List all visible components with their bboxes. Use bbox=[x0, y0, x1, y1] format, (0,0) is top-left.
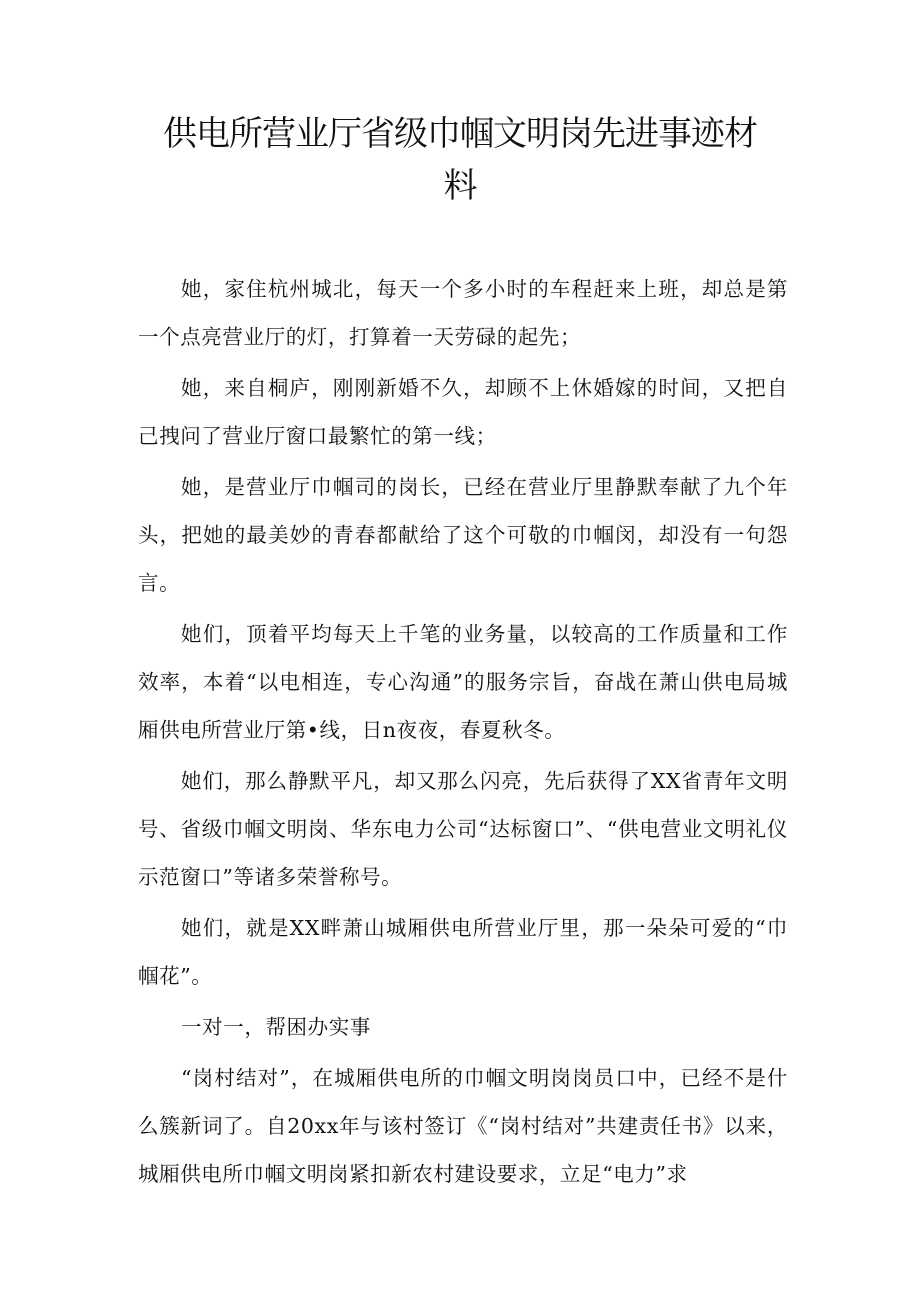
document-body bbox=[138, 265, 788, 1201]
paragraph: “岗村结对”，在城厢供电所的巾帼文明岗岗员口中，已经不是什么簇新词了。自20xx年与该村签订《“岗村结对”共建责任书》以来，城厢供电所巾帼文明岗紧扣新农村建设要求，立足“电力”求 bbox=[138, 1066, 788, 1186]
paragraph: 她，是营业厅巾帼司的岗长，已经在营业厅里静默奉献了九个年头，把她的最美妙的青春都献给了这个可敬的巾帼闵，却没有一句怨言。 bbox=[138, 475, 788, 595]
section-heading: 一对一，帮困办实事 bbox=[181, 1015, 371, 1039]
document-title: 供电所营业厅省级巾帼文明岗先进事迹材料 bbox=[163, 114, 757, 206]
paragraph: 她们，就是XX畔萧山城厢供电所营业厅里，那一朵朵可爱的“巾帼花”。 bbox=[138, 916, 788, 988]
paragraph: 她，家住杭州城北，每天一个多小时的车程赶来上班，却总是第一个点亮营业厅的灯，打算着一天劳碌的起先； bbox=[138, 277, 788, 349]
paragraph: 她，来自桐庐，刚刚新婚不久，却顾不上休婚嫁的时间，又把自己拽问了营业厅窗口最繁忙的第一线； bbox=[138, 376, 788, 448]
paragraph: 她们，顶着平均每天上千笔的业务量，以较高的工作质量和工作效率，本着“以电相连，专心沟通”的服务宗旨，奋战在萧山供电局城厢供电所营业厅第•线，日n夜夜，春夏秋冬。 bbox=[138, 622, 788, 742]
paragraph: 她们，那么静默平凡，却又那么闪亮，先后获得了XX省青年文明号、省级巾帼文明岗、华东电力公司“达标窗口”、“供电营业文明礼仪示范窗口”等诸多荣誉称号。 bbox=[138, 769, 788, 889]
